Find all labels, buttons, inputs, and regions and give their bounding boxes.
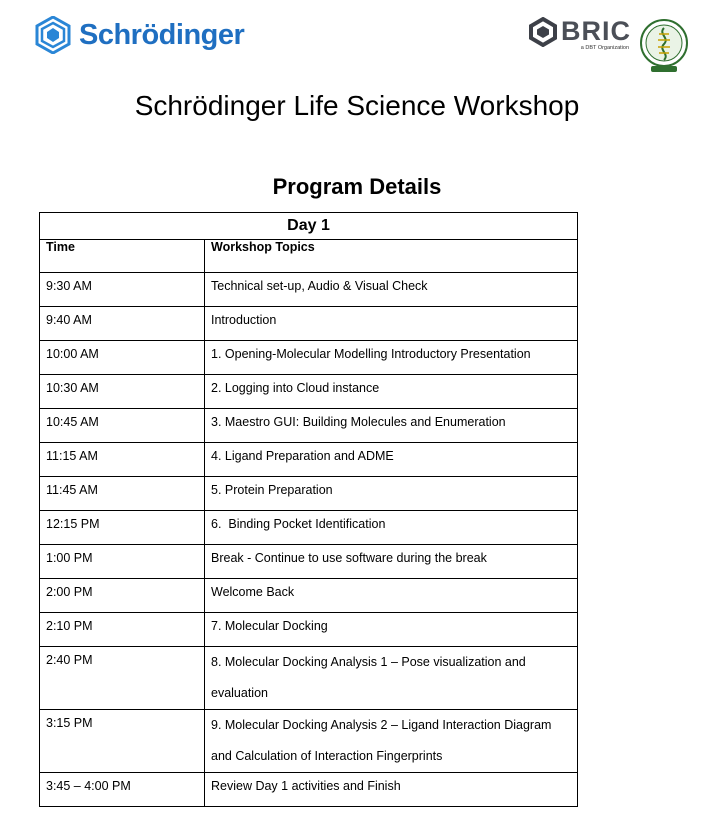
table-row — [40, 647, 578, 710]
topic-cell: Review Day 1 activities and Finish — [205, 773, 578, 807]
topic-cell: 2. Logging into Cloud instance — [205, 375, 578, 409]
topic-cell: 6. Binding Pocket Identification — [205, 511, 578, 545]
program-table — [39, 212, 578, 807]
time-cell: 2:00 PM — [40, 579, 205, 613]
table-row — [40, 579, 578, 613]
topic-cell: Break - Continue to use software during the break — [205, 545, 578, 579]
topic-cell: 1. Opening-Molecular Modelling Introductory Presentation — [205, 341, 578, 375]
time-cell: 2:10 PM — [40, 613, 205, 647]
time-cell: 2:40 PM — [40, 647, 205, 710]
topic-cell: 8. Molecular Docking Analysis 1 – Pose visualization and evaluation — [205, 647, 578, 710]
table-row — [40, 477, 578, 511]
day-row — [40, 213, 578, 240]
bric-brand-text: BRIC — [561, 16, 631, 46]
institute-seal-icon — [639, 16, 689, 74]
section-title: Program Details — [272, 174, 442, 199]
time-cell: 10:45 AM — [40, 409, 205, 443]
table-row — [40, 710, 578, 773]
bric-logo-icon — [528, 17, 558, 47]
table-row — [40, 545, 578, 579]
table-row — [40, 341, 578, 375]
table-row — [40, 409, 578, 443]
document-title: Schrödinger Life Science Workshop — [134, 90, 580, 121]
time-cell: 11:45 AM — [40, 477, 205, 511]
table-row — [40, 443, 578, 477]
time-cell: 12:15 PM — [40, 511, 205, 545]
topic-cell: 9. Molecular Docking Analysis 2 – Ligand Interaction Diagram and Calculation of Interaction Fingerprints — [205, 710, 578, 773]
time-cell: 9:40 AM — [40, 307, 205, 341]
topic-cell: 7. Molecular Docking — [205, 613, 578, 647]
column-header-topics: Workshop Topics — [205, 240, 578, 273]
table-row — [40, 375, 578, 409]
time-cell: 11:15 AM — [40, 443, 205, 477]
table-row — [40, 613, 578, 647]
day-label: Day 1 — [40, 213, 578, 240]
topic-cell: 4. Ligand Preparation and ADME — [205, 443, 578, 477]
bric-logo — [528, 16, 689, 74]
bric-subtitle: a DBT Organization — [580, 45, 629, 51]
header-row — [40, 240, 578, 273]
table-row — [40, 273, 578, 307]
time-cell: 1:00 PM — [40, 545, 205, 579]
table-row — [40, 511, 578, 545]
topic-cell: Introduction — [205, 307, 578, 341]
time-cell: 3:45 – 4:00 PM — [40, 773, 205, 807]
time-cell: 9:30 AM — [40, 273, 205, 307]
time-cell: 3:15 PM — [40, 710, 205, 773]
topic-cell: 5. Protein Preparation — [205, 477, 578, 511]
schrodinger-brand-text: Schrödinger — [79, 18, 245, 51]
topic-cell: 3. Maestro GUI: Building Molecules and Enumeration — [205, 409, 578, 443]
schrodinger-logo-icon — [35, 16, 71, 54]
time-cell: 10:00 AM — [40, 341, 205, 375]
column-header-time: Time — [40, 240, 205, 273]
table-row — [40, 773, 578, 807]
time-cell: 10:30 AM — [40, 375, 205, 409]
topic-cell: Welcome Back — [205, 579, 578, 613]
table-row — [40, 307, 578, 341]
schrodinger-logo — [35, 16, 244, 54]
topic-cell: Technical set-up, Audio & Visual Check — [205, 273, 578, 307]
